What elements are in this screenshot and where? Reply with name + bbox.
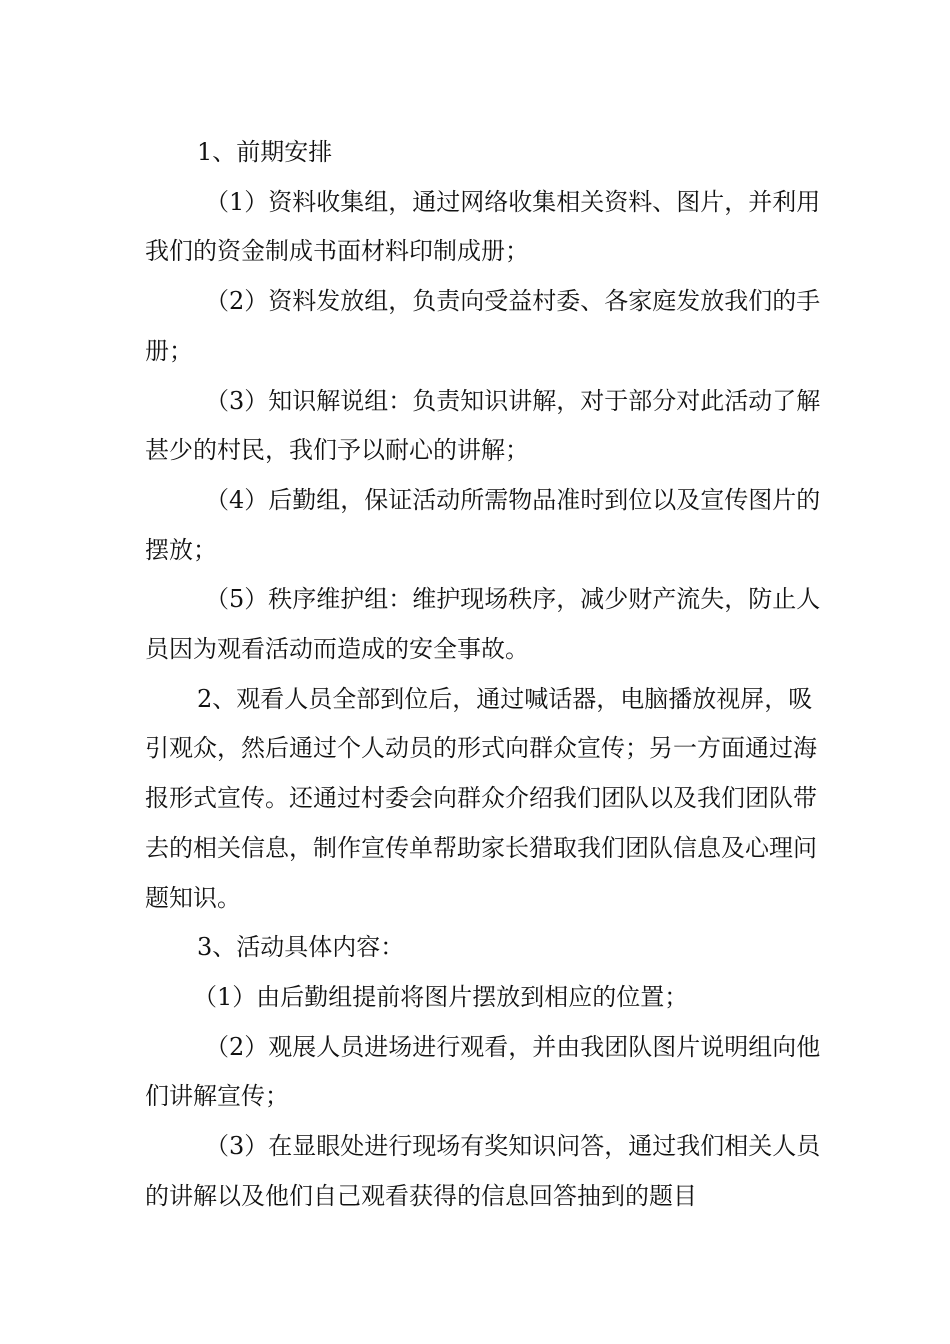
document-body [145,128,835,1221]
paragraph-item-3-2: （2）观展人员进场进行观看，并由我团队图片说明组向他们讲解宣传； [145,1032,821,1111]
section-heading-3: 3、活动具体内容： [197,933,405,962]
paragraph-item-3: （3）知识解说组：负责知识讲解，对于部分对此活动了解甚少的村民，我们予以耐心的讲解； [145,386,821,465]
section-heading-1: 1、前期安排 [197,138,333,166]
paragraph-item-4: （4）后勤组，保证活动所需物品准时到位以及宣传图片的摆放； [145,485,821,564]
paragraph-item-1: （1）资料收集组，通过网络收集相关资料、图片，并利用我们的资金制成书面材料印制成册； [145,187,821,266]
paragraph-item-3-1: （1）由后勤组提前将图片摆放到相应的位置； [193,982,689,1011]
paragraph-item-5: （5）秩序维护组：维护现场秩序，减少财产流失，防止人员因为观看活动而造成的安全事故。 [145,585,821,664]
paragraph-item-3-3: （3）在显眼处进行现场有奖知识问答，通过我们相关人员的讲解以及他们自己观看获得的信息回答抽到的题目 [145,1132,821,1210]
paragraph-item-2: （2）资料发放组，负责向受益村委、各家庭发放我们的手册； [145,287,821,365]
section-paragraph-2: 2、观看人员全部到位后，通过喊话器，电脑播放视屏，吸引观众，然后通过个人动员的形式向群众宣传；另一方面通过海报形式宣传。还通过村委会向群众介绍我们团队以及我们团队带去的相关信息，制作宣传单帮助家长猎取我们团队信息及心理问题知识。 [145,684,817,912]
